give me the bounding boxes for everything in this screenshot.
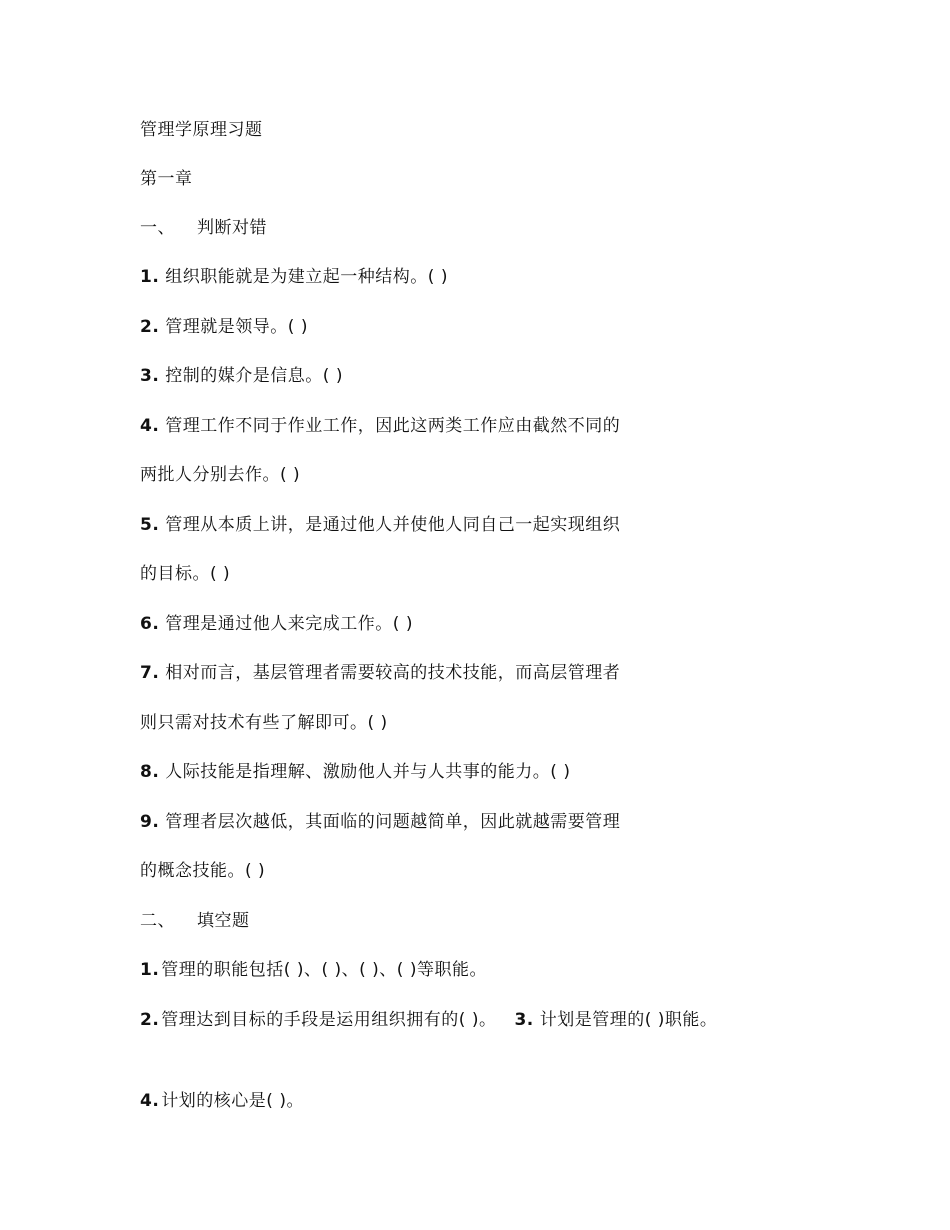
item-number: 6. <box>140 614 160 634</box>
tf-item-4-cont <box>140 463 300 487</box>
chapter-heading <box>140 167 193 191</box>
section2-heading <box>140 909 250 933</box>
item-text: 计划是管理的( )职能。 <box>539 1010 718 1030</box>
item-text: 则只需对技术有些了解即可。( ) <box>140 713 388 733</box>
item-number: 1. <box>140 960 160 980</box>
item-text: 管理工作不同于作业工作，因此这两类工作应由截然不同的 <box>165 416 621 436</box>
item-text: 组织职能就是为建立起一种结构。( ) <box>165 267 448 287</box>
item-number: 2. <box>140 317 160 337</box>
item-text: 的概念技能。( ) <box>140 861 266 881</box>
chapter-text: 第一章 <box>140 169 193 189</box>
section1-title: 判断对错 <box>197 218 267 238</box>
item-text: 计划的核心是( )。 <box>161 1091 304 1111</box>
section2-title: 填空题 <box>197 911 250 931</box>
item-number: 3. <box>514 1010 534 1030</box>
tf-item-9-cont <box>140 859 265 883</box>
item-number: 2. <box>140 1010 160 1030</box>
item-text: 两批人分别去作。( ) <box>140 465 301 485</box>
item-number: 8. <box>140 762 160 782</box>
tf-item-4 <box>140 414 620 438</box>
document-title <box>140 118 263 142</box>
item-text: 管理从本质上讲，是通过他人并使他人同自己一起实现组织 <box>165 515 621 535</box>
item-text: 管理者层次越低，其面临的问题越简单，因此就越需要管理 <box>165 812 621 832</box>
fill-item-2-3 <box>140 1008 717 1032</box>
tf-item-7-cont <box>140 711 388 735</box>
title-text: 管理学原理习题 <box>140 120 263 140</box>
item-text: 的目标。( ) <box>140 564 231 584</box>
item-text: 控制的媒介是信息。( ) <box>165 366 343 386</box>
item-text: 管理是通过他人来完成工作。( ) <box>165 614 413 634</box>
tf-item-8 <box>140 760 570 784</box>
tf-item-5-cont <box>140 562 230 586</box>
item-number: 4. <box>140 416 160 436</box>
item-text: 管理达到目标的手段是运用组织拥有的( )。 <box>161 1010 497 1030</box>
tf-item-5 <box>140 513 620 537</box>
tf-item-6 <box>140 612 413 636</box>
item-number: 7. <box>140 663 160 683</box>
tf-item-3 <box>140 364 343 388</box>
item-number: 4. <box>140 1091 160 1111</box>
section1-marker: 一、 <box>140 218 175 238</box>
tf-item-7 <box>140 661 620 685</box>
fill-item-4 <box>140 1089 304 1113</box>
section2-marker: 二、 <box>140 911 175 931</box>
tf-item-1 <box>140 265 448 289</box>
item-number: 1. <box>140 267 160 287</box>
item-text: 相对而言，基层管理者需要较高的技术技能，而高层管理者 <box>165 663 621 683</box>
item-number: 9. <box>140 812 160 832</box>
tf-item-2 <box>140 315 308 339</box>
fill-item-1 <box>140 958 487 982</box>
section1-heading <box>140 216 267 240</box>
item-text: 管理的职能包括( )、( )、( )、( )等职能。 <box>161 960 487 980</box>
item-number: 5. <box>140 515 160 535</box>
item-number: 3. <box>140 366 160 386</box>
tf-item-9 <box>140 810 620 834</box>
item-text: 管理就是领导。( ) <box>165 317 308 337</box>
item-text: 人际技能是指理解、激励他人并与人共事的能力。( ) <box>165 762 571 782</box>
